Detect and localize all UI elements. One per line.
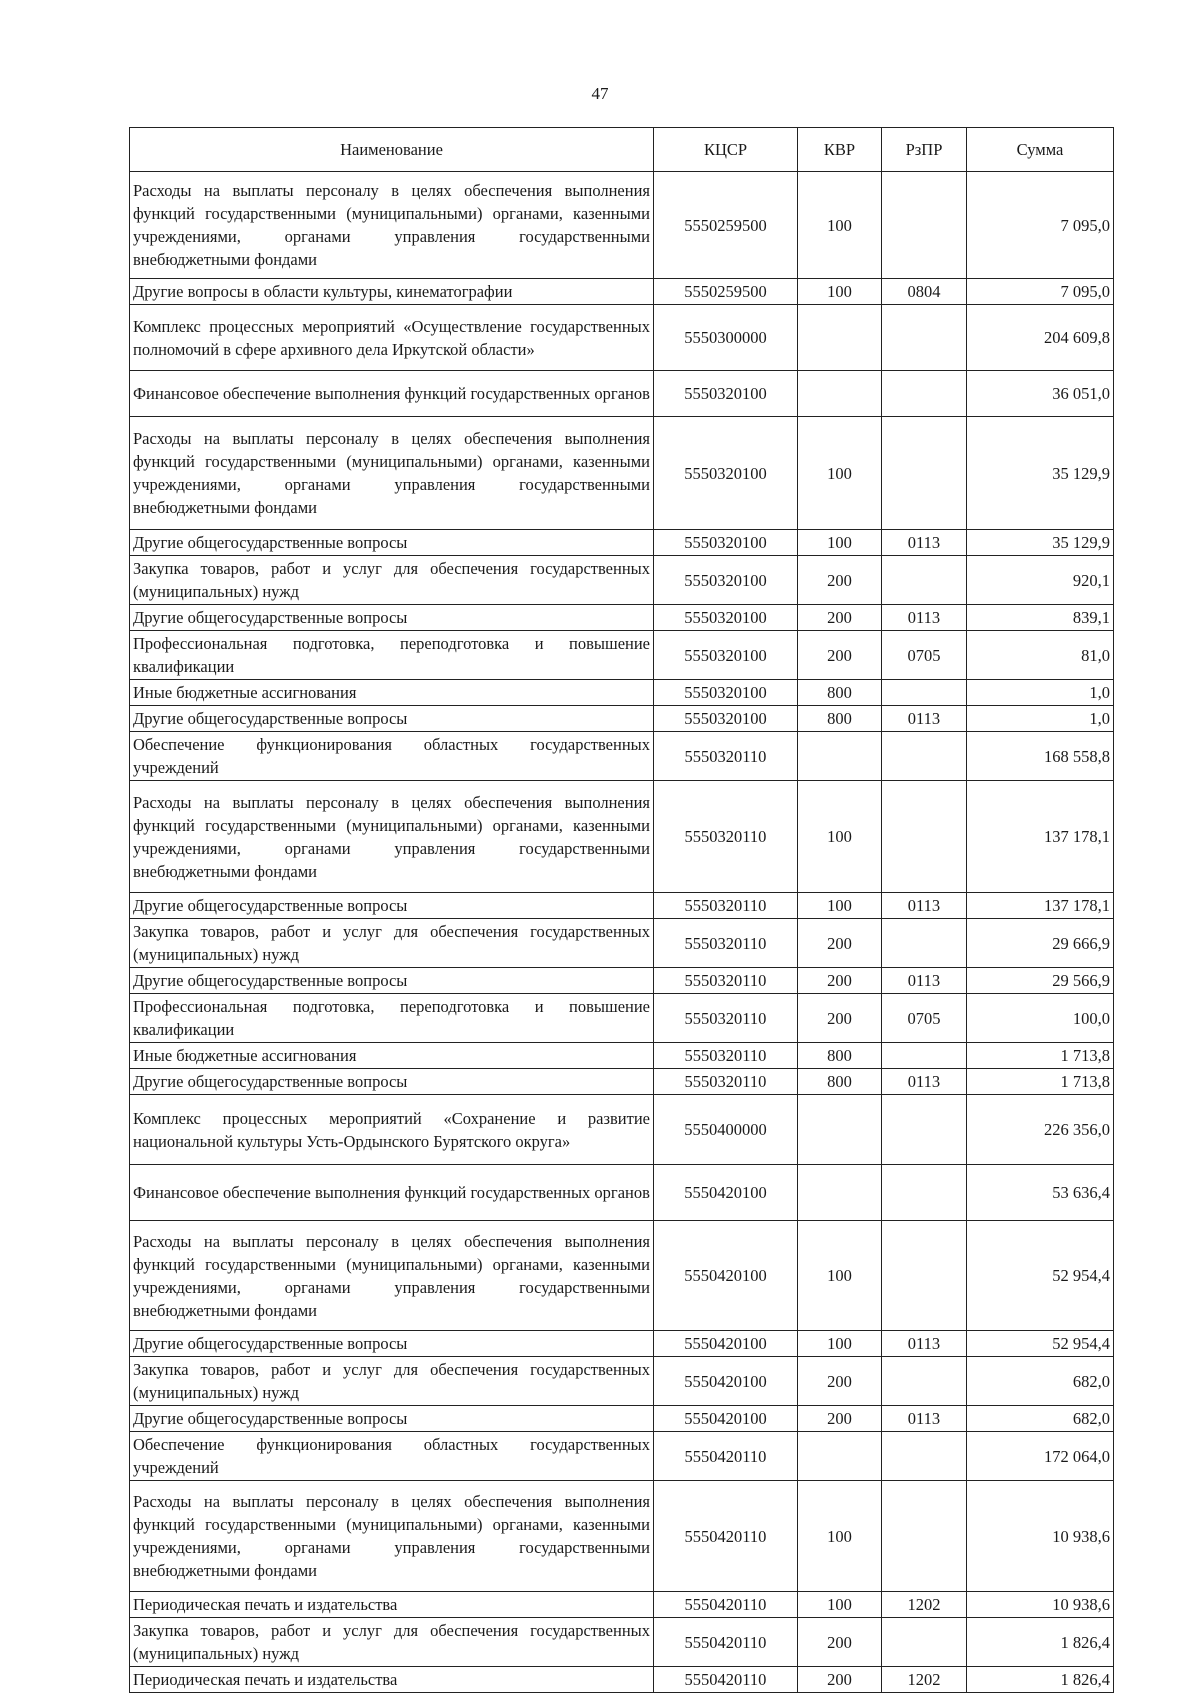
row-sum-cell: 100,0 [967,994,1114,1043]
table-row [130,781,1114,893]
row-sum-cell: 1,0 [967,680,1114,706]
row-kvr-cell [798,305,882,371]
budget-table [129,127,1114,1693]
row-sum-cell: 1,0 [967,706,1114,732]
row-name-cell: Расходы на выплаты персоналу в целях обеспечения выполнения функций государственными (муниципальными) органами, казенными учреждениями, органами управления государственными внебюджетными фондами [130,781,654,893]
row-name-cell: Комплекс процессных мероприятий «Осуществление государственных полномочий в сфере архивного дела Иркутской области» [130,305,654,371]
row-sum-cell: 35 129,9 [967,530,1114,556]
row-kcsr-cell: 5550420110 [654,1432,798,1481]
row-name-cell: Периодическая печать и издательства [130,1667,654,1693]
table-row [130,680,1114,706]
row-rzpr-cell: 0113 [882,968,967,994]
row-name-cell: Другие общегосударственные вопросы [130,605,654,631]
row-sum-cell: 172 064,0 [967,1432,1114,1481]
row-kcsr-cell: 5550320100 [654,680,798,706]
row-kcsr-cell: 5550420110 [654,1481,798,1592]
header-kcsr: КЦСР [654,128,798,172]
row-sum-cell: 839,1 [967,605,1114,631]
row-kcsr-cell: 5550320100 [654,530,798,556]
row-name-cell: Расходы на выплаты персоналу в целях обеспечения выполнения функций государственными (муниципальными) органами, казенными учреждениями, органами управления государственными внебюджетными фондами [130,1481,654,1592]
table-row [130,1592,1114,1618]
row-name-cell: Другие общегосударственные вопросы [130,530,654,556]
row-kvr-cell: 800 [798,680,882,706]
row-kcsr-cell: 5550320110 [654,893,798,919]
header-rzpr: РзПР [882,128,967,172]
row-rzpr-cell: 0113 [882,530,967,556]
row-kcsr-cell: 5550320100 [654,417,798,530]
row-sum-cell: 1 826,4 [967,1667,1114,1693]
table-header-row [130,128,1114,172]
table-row [130,371,1114,417]
row-kcsr-cell: 5550320110 [654,919,798,968]
row-rzpr-cell [882,305,967,371]
table-row [130,172,1114,279]
row-name-cell: Профессиональная подготовка, переподготовка и повышение квалификации [130,631,654,680]
table-row [130,1432,1114,1481]
row-name-cell: Финансовое обеспечение выполнения функций государственных органов [130,1165,654,1221]
row-rzpr-cell: 0113 [882,1406,967,1432]
table-row [130,1165,1114,1221]
row-kvr-cell: 800 [798,1043,882,1069]
row-rzpr-cell [882,1432,967,1481]
row-sum-cell: 10 938,6 [967,1592,1114,1618]
row-kvr-cell: 200 [798,1618,882,1667]
row-name-cell: Периодическая печать и издательства [130,1592,654,1618]
row-name-cell: Расходы на выплаты персоналу в целях обеспечения выполнения функций государственными (муниципальными) органами, казенными учреждениями, органами управления государственными внебюджетными фондами [130,417,654,530]
row-rzpr-cell [882,371,967,417]
row-name-cell: Закупка товаров, работ и услуг для обеспечения государственных (муниципальных) нужд [130,919,654,968]
row-sum-cell: 7 095,0 [967,279,1114,305]
table-row [130,968,1114,994]
row-sum-cell: 204 609,8 [967,305,1114,371]
row-rzpr-cell: 1202 [882,1592,967,1618]
row-sum-cell: 7 095,0 [967,172,1114,279]
row-kvr-cell [798,371,882,417]
row-sum-cell: 52 954,4 [967,1331,1114,1357]
row-sum-cell: 1 826,4 [967,1618,1114,1667]
row-kcsr-cell: 5550259500 [654,279,798,305]
row-sum-cell: 29 666,9 [967,919,1114,968]
row-kcsr-cell: 5550320100 [654,706,798,732]
row-kvr-cell: 200 [798,994,882,1043]
row-sum-cell: 137 178,1 [967,893,1114,919]
table-row [130,605,1114,631]
row-sum-cell: 52 954,4 [967,1221,1114,1331]
row-kvr-cell [798,732,882,781]
row-name-cell: Профессиональная подготовка, переподготовка и повышение квалификации [130,994,654,1043]
row-name-cell: Закупка товаров, работ и услуг для обеспечения государственных (муниципальных) нужд [130,1357,654,1406]
row-sum-cell: 10 938,6 [967,1481,1114,1592]
row-rzpr-cell [882,417,967,530]
row-rzpr-cell: 0113 [882,605,967,631]
row-kcsr-cell: 5550320110 [654,732,798,781]
header-sum: Сумма [967,128,1114,172]
row-kvr-cell [798,1432,882,1481]
row-name-cell: Закупка товаров, работ и услуг для обеспечения государственных (муниципальных) нужд [130,1618,654,1667]
row-kvr-cell: 100 [798,1592,882,1618]
row-rzpr-cell: 0113 [882,1331,967,1357]
row-kcsr-cell: 5550320110 [654,781,798,893]
row-kcsr-cell: 5550420100 [654,1357,798,1406]
row-name-cell: Иные бюджетные ассигнования [130,680,654,706]
row-kcsr-cell: 5550420100 [654,1221,798,1331]
row-rzpr-cell [882,1221,967,1331]
row-kvr-cell: 100 [798,781,882,893]
row-rzpr-cell [882,919,967,968]
row-kvr-cell: 100 [798,172,882,279]
row-kvr-cell: 100 [798,279,882,305]
row-kvr-cell: 200 [798,919,882,968]
row-rzpr-cell [882,1357,967,1406]
row-kvr-cell: 200 [798,1357,882,1406]
table-row [130,919,1114,968]
row-rzpr-cell [882,1095,967,1165]
row-rzpr-cell: 0113 [882,1069,967,1095]
row-kvr-cell [798,1095,882,1165]
row-kcsr-cell: 5550420100 [654,1406,798,1432]
row-sum-cell: 1 713,8 [967,1043,1114,1069]
row-sum-cell: 168 558,8 [967,732,1114,781]
row-rzpr-cell [882,680,967,706]
row-kcsr-cell: 5550259500 [654,172,798,279]
table-body [130,172,1114,1693]
header-kvr: КВР [798,128,882,172]
table-row [130,417,1114,530]
table-row [130,556,1114,605]
row-rzpr-cell [882,1165,967,1221]
row-kvr-cell: 200 [798,968,882,994]
row-name-cell: Другие общегосударственные вопросы [130,968,654,994]
row-sum-cell: 1 713,8 [967,1069,1114,1095]
row-sum-cell: 35 129,9 [967,417,1114,530]
row-name-cell: Другие общегосударственные вопросы [130,1069,654,1095]
row-rzpr-cell: 0705 [882,631,967,680]
row-kcsr-cell: 5550300000 [654,305,798,371]
row-rzpr-cell: 0113 [882,893,967,919]
row-kvr-cell: 200 [798,1406,882,1432]
table-row [130,1667,1114,1693]
table-row [130,1095,1114,1165]
row-kvr-cell: 100 [798,530,882,556]
table-row [130,994,1114,1043]
table-row [130,1618,1114,1667]
row-name-cell: Расходы на выплаты персоналу в целях обеспечения выполнения функций государственными (муниципальными) органами, казенными учреждениями, органами управления государственными внебюджетными фондами [130,172,654,279]
row-kcsr-cell: 5550320100 [654,556,798,605]
row-sum-cell: 53 636,4 [967,1165,1114,1221]
row-rzpr-cell: 0113 [882,706,967,732]
row-rzpr-cell [882,1481,967,1592]
row-kcsr-cell: 5550320100 [654,631,798,680]
header-name: Наименование [130,128,654,172]
row-sum-cell: 920,1 [967,556,1114,605]
row-kcsr-cell: 5550320100 [654,371,798,417]
row-kcsr-cell: 5550420100 [654,1331,798,1357]
row-kvr-cell: 200 [798,605,882,631]
row-kvr-cell [798,1165,882,1221]
row-kcsr-cell: 5550320110 [654,1069,798,1095]
row-rzpr-cell: 1202 [882,1667,967,1693]
table-row [130,305,1114,371]
row-kcsr-cell: 5550420110 [654,1592,798,1618]
table-row [130,1043,1114,1069]
row-rzpr-cell [882,1043,967,1069]
row-kvr-cell: 100 [798,1481,882,1592]
row-kvr-cell: 200 [798,631,882,680]
row-name-cell: Другие общегосударственные вопросы [130,893,654,919]
row-kcsr-cell: 5550320110 [654,1043,798,1069]
table-row [130,631,1114,680]
row-rzpr-cell [882,732,967,781]
row-kvr-cell: 100 [798,893,882,919]
row-kvr-cell: 200 [798,556,882,605]
row-kvr-cell: 800 [798,706,882,732]
row-kcsr-cell: 5550320100 [654,605,798,631]
row-name-cell: Закупка товаров, работ и услуг для обеспечения государственных (муниципальных) нужд [130,556,654,605]
table-row [130,732,1114,781]
row-kcsr-cell: 5550320110 [654,968,798,994]
row-rzpr-cell: 0804 [882,279,967,305]
row-name-cell: Расходы на выплаты персоналу в целях обеспечения выполнения функций государственными (муниципальными) органами, казенными учреждениями, органами управления государственными внебюджетными фондами [130,1221,654,1331]
row-rzpr-cell [882,1618,967,1667]
row-rzpr-cell [882,556,967,605]
row-rzpr-cell [882,172,967,279]
row-rzpr-cell [882,781,967,893]
row-name-cell: Другие общегосударственные вопросы [130,706,654,732]
row-kvr-cell: 100 [798,1221,882,1331]
row-name-cell: Другие общегосударственные вопросы [130,1331,654,1357]
row-sum-cell: 682,0 [967,1357,1114,1406]
row-sum-cell: 36 051,0 [967,371,1114,417]
row-kvr-cell: 100 [798,1331,882,1357]
row-sum-cell: 226 356,0 [967,1095,1114,1165]
table-row [130,1331,1114,1357]
row-sum-cell: 29 566,9 [967,968,1114,994]
row-kcsr-cell: 5550320110 [654,994,798,1043]
row-name-cell: Обеспечение функционирования областных государственных учреждений [130,1432,654,1481]
table-row [130,893,1114,919]
table-row [130,530,1114,556]
row-sum-cell: 137 178,1 [967,781,1114,893]
table-row [130,1221,1114,1331]
table-row [130,1357,1114,1406]
page-number: 47 [591,84,609,103]
row-sum-cell: 81,0 [967,631,1114,680]
row-name-cell: Другие вопросы в области культуры, кинематографии [130,279,654,305]
table-row [130,1406,1114,1432]
row-name-cell: Другие общегосударственные вопросы [130,1406,654,1432]
row-rzpr-cell: 0705 [882,994,967,1043]
row-name-cell: Обеспечение функционирования областных государственных учреждений [130,732,654,781]
row-name-cell: Финансовое обеспечение выполнения функций государственных органов [130,371,654,417]
table-row [130,1069,1114,1095]
row-kcsr-cell: 5550400000 [654,1095,798,1165]
row-kcsr-cell: 5550420110 [654,1667,798,1693]
row-kcsr-cell: 5550420100 [654,1165,798,1221]
table-row [130,279,1114,305]
row-kvr-cell: 100 [798,417,882,530]
row-kvr-cell: 200 [798,1667,882,1693]
row-name-cell: Иные бюджетные ассигнования [130,1043,654,1069]
row-name-cell: Комплекс процессных мероприятий «Сохранение и развитие национальной культуры Усть-Ордынского Бурятского округа» [130,1095,654,1165]
row-sum-cell: 682,0 [967,1406,1114,1432]
table-row [130,1481,1114,1592]
row-kvr-cell: 800 [798,1069,882,1095]
row-kcsr-cell: 5550420110 [654,1618,798,1667]
table-row [130,706,1114,732]
